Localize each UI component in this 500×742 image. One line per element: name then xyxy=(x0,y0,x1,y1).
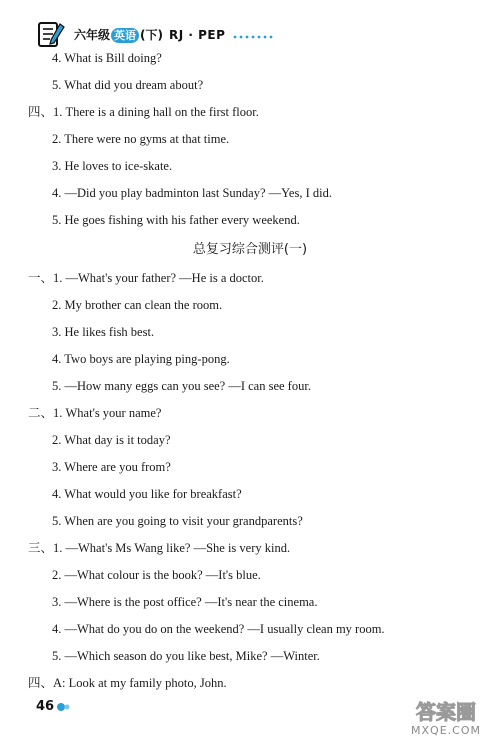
answer-line: 2. What day is it today? xyxy=(52,433,171,447)
answer-line: 4. —Did you play badminton last Sunday? —Yes, I did. xyxy=(52,186,332,200)
answer-line: 一、1. —What's your father? —He is a doctor. xyxy=(28,271,264,285)
page-number xyxy=(36,697,80,717)
answer-line: 5. —Which season do you like best, Mike? —Winter. xyxy=(52,649,320,663)
answer-line: 2. There were no gyms at that time. xyxy=(52,132,230,146)
notebook-pen-icon xyxy=(36,18,66,50)
page-header xyxy=(36,18,266,50)
svg-text:答案圈: 答案圈 xyxy=(416,700,476,724)
watermark-logo xyxy=(398,697,494,737)
answer-line: 2. My brother can clean the room. xyxy=(52,298,223,312)
page-number-text: 46 xyxy=(36,699,55,714)
answer-line: 5. When are you going to visit your grandparents? xyxy=(52,514,303,528)
header-title xyxy=(74,26,225,43)
answer-line: 4. Two boys are playing ping-pong. xyxy=(52,352,230,366)
header-term: (下) xyxy=(140,28,163,42)
answer-line: 3. —Where is the post office? —It's near the cinema. xyxy=(52,595,318,609)
svg-text:MXQE.COM: MXQE.COM xyxy=(411,724,481,737)
answer-line: 四、1. There is a dining hall on the first floor. xyxy=(28,105,259,119)
header-edition: RJ · PEP xyxy=(169,28,226,42)
header-subject-badge: 英语 xyxy=(111,28,139,43)
watermark-icon xyxy=(398,697,494,737)
answer-line: 3. He loves to ice-skate. xyxy=(52,159,173,173)
section-title: 总复习综合测评(一) xyxy=(192,242,308,257)
answer-line: 5. He goes fishing with his father every weekend. xyxy=(52,213,300,227)
answer-line: 3. Where are you from? xyxy=(52,460,171,474)
answer-line: 四、A: Look at my family photo, John. xyxy=(28,676,227,690)
answer-line: 4. What would you like for breakfast? xyxy=(52,487,242,501)
header-grade: 六年级 xyxy=(74,28,111,42)
answer-line: 5. —How many eggs can you see? —I can see four. xyxy=(52,379,311,393)
answer-line: 5. What did you dream about? xyxy=(52,78,204,92)
answer-line: 4. —What do you do on the weekend? —I usually clean my room. xyxy=(52,622,385,636)
page-number-dots-icon xyxy=(56,702,70,712)
answer-line: 三、1. —What's Ms Wang like? —She is very kind. xyxy=(28,541,291,555)
answer-line: 4. What is Bill doing? xyxy=(52,51,162,65)
answer-line: 二、1. What's your name? xyxy=(28,406,162,420)
answer-line: 3. He likes fish best. xyxy=(52,325,155,339)
answer-line: 2. —What colour is the book? —It's blue. xyxy=(52,568,261,582)
header-dots-decoration xyxy=(231,32,276,42)
